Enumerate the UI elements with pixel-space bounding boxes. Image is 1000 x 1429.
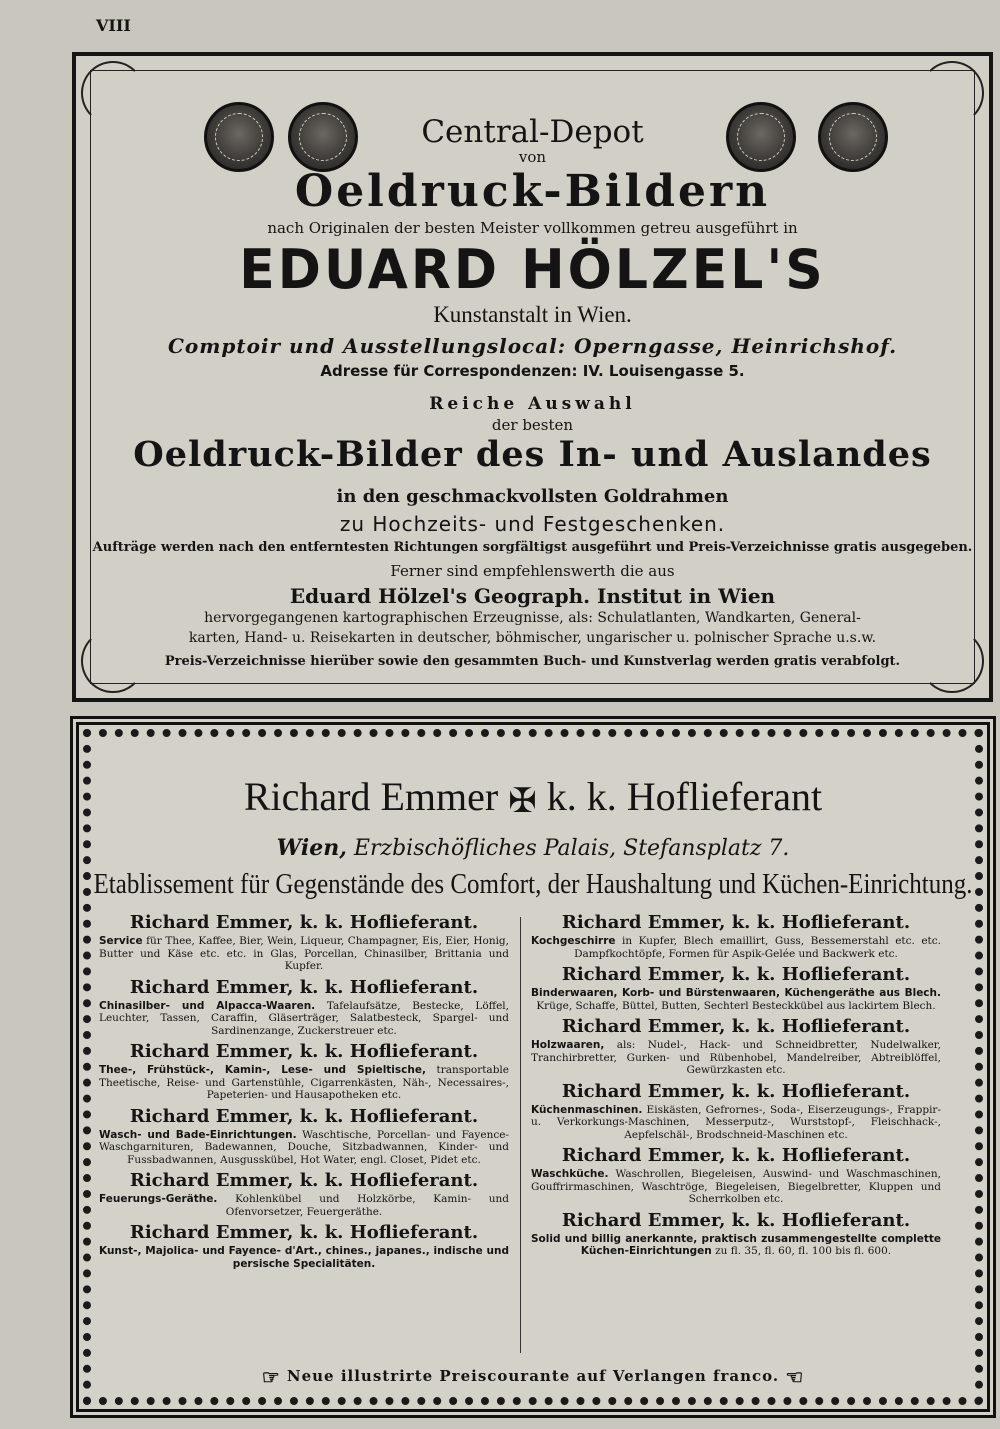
column-divider [520,917,521,1353]
entry-title: Richard Emmer, k. k. Hoflieferant. [129,1170,479,1191]
pointing-hand-right-icon: ☞ [261,1365,281,1389]
left-column [99,911,509,1273]
entry-text [99,1245,509,1270]
entry-text [99,935,509,973]
list-item [531,911,941,960]
entry-title: Richard Emmer, k. k. Hoflieferant. [561,964,911,985]
entry-title: Richard Emmer, k. k. Hoflieferant. [129,1222,479,1243]
emmer-advertisement [70,716,996,1418]
entry-lead: Kochgeschirre [531,935,616,947]
emmer-title [79,773,987,821]
double-eagle-icon: ✠ [508,782,537,820]
entry-lead: Binderwaaren, Korb- und Bürstenwaaren, Küchengeräthe aus Blech. [531,987,941,999]
entry-text [99,1193,509,1218]
entry-text [99,1064,509,1102]
address-rest: Erzbischöfliches Palais, Stefansplatz 7. [353,836,790,861]
entry-lead: Chinasilber- und Alpacca-Waaren. [99,999,316,1012]
footer-note [79,1365,987,1389]
text-ferner: Ferner sind empfehlenswerth die aus [390,562,675,580]
heading-geograph-institut: Eduard Hölzel's Geograph. Institut in Wien [289,584,776,608]
entry-title: Richard Emmer, k. k. Hoflieferant. [561,912,911,933]
text-goldrahmen: in den geschmackvollsten Goldrahmen [336,486,729,507]
text-comptoir: Comptoir und Ausstellungslocal: Operngasse, Heinrichshof. [167,334,898,358]
list-item [531,1015,941,1077]
entry-body: Waschrollen, Biegeleisen, Auswind- und Waschmaschinen, Gouffrirmaschinen, Waschtröge, Biegeleisen, Biegelbretter, Kluppen und Scherrkolben etc. [531,1168,941,1205]
entry-text [531,935,941,960]
entry-body: zu fl. 35, fl. 60, fl. 100 bis fl. 600. [715,1245,892,1257]
right-column [531,911,941,1261]
entry-lead: Kunst-, Majolica- und Fayence- d'Art., chines., japanes., indische und persische Specialitäten. [99,1245,509,1270]
entry-lead: Waschküche. [531,1168,609,1180]
entry-title: Richard Emmer, k. k. Hoflieferant. [561,1145,911,1166]
list-item [99,911,509,973]
entry-body: Krüge, Schaffe, Büttel, Butten, Sechterl Besteckkübel aus lackirtem Blech. [536,999,936,1012]
list-item [99,976,509,1038]
text-kunstanstalt: Kunstanstalt in Wien. [433,302,632,327]
city: Wien, [276,835,347,861]
entry-title: Richard Emmer, k. k. Hoflieferant. [561,1080,911,1102]
heading-central-depot: Central-Depot [421,114,644,150]
entry-lead: Küchenmaschinen. [531,1103,643,1116]
heading-oeldruck-bilder: Oeldruck-Bilder des In- und Auslandes [133,434,932,475]
hoelzel-advertisement [72,52,993,702]
entry-lead: Solid und billig anerkannte, praktisch zusammengestellte complette Küchen-Einrichtungen [531,1232,941,1257]
entry-body: Eiskästen, Gefrornes-, Soda-, Eiserzeugungs-, Frappir- u. Verkorkungs-Maschinen, Messerputz-, Wurststopf-, Fleischhack-, Aepfelschäl-, Brodschneid-Maschinen etc. [531,1103,941,1141]
entry-title: Richard Emmer, k. k. Hoflieferant. [561,1209,911,1231]
entry-lead: Wasch- und Bade-Einrichtungen. [99,1128,297,1141]
text-address: Adresse für Correspondenzen: IV. Louisengasse 5. [320,362,745,380]
text-der-besten: der besten [491,416,574,434]
text-sprachen: karten, Hand- u. Reisekarten in deutscher, böhmischer, ungarischer u. polnischer Sprache u.s.w. [188,630,877,646]
text-auftraege: Aufträge werden nach den entferntesten Richtungen sorgfältigst ausgeführt und Preis-Verzeichnisse gratis ausgegeben. [92,540,973,555]
entry-body: Waschtische, Porcellan- und Fayence-Waschgarnituren, Badewannen, Douche, Sitzbadwannen, Kinder- und Fussbadwannen, Ausgusskübel, Hot Water, engl. Closet, Pidet etc. [99,1128,509,1166]
entry-lead: Holzwaaren, [531,1039,605,1051]
emmer-address [79,835,987,861]
list-item [531,1144,941,1206]
list-item [99,1105,509,1167]
entry-title: Richard Emmer, k. k. Hoflieferant. [129,912,479,933]
entry-text [531,1168,941,1206]
text-von: von [518,148,547,166]
list-item [99,1169,509,1218]
page-number: VIII [96,16,131,35]
footer-text: Neue illustrirte Preiscourante auf Verlangen franco. [286,1367,780,1385]
entry-lead: Service [99,935,143,947]
entry-text [531,1233,941,1258]
entry-title: Richard Emmer, k. k. Hoflieferant. [129,1105,479,1127]
list-item [531,1080,941,1142]
entry-body: Tafelaufsätze, Bestecke, Löffel, Leuchter, Tassen, Caraffin, Gläserträger, Salatbesteck, Spargel- und Sardinenzange, Zuckerstreuer etc. [99,999,510,1037]
entry-text [99,1129,509,1167]
heading-hoelzel: EDUARD HÖLZEL'S [239,238,826,302]
text-originals: nach Originalen der besten Meister vollkommen getreu ausgeführt in [267,219,798,237]
entry-text [531,1039,941,1077]
entry-text [531,1104,941,1142]
title-left: Richard Emmer [243,774,499,819]
entry-title: Richard Emmer, k. k. Hoflieferant. [129,976,479,998]
text-reiche-auswahl: Reiche Auswahl [429,394,636,414]
entry-body: Kohlenkübel und Holzkörbe, Kamin- und Ofenvorsetzer, Feuergeräthe. [225,1193,509,1218]
entry-body: als: Nudel-, Hack- und Schneidbretter, Nudelwalker, Tranchirbretter, Gurken- und Rübenhobel, Mandelreiber, Abtreiblöffel, Gewürzkasten etc. [531,1039,942,1076]
entry-text [99,1000,509,1038]
pointing-hand-left-icon: ☜ [785,1365,805,1389]
emmer-tagline: Etablissement für Gegenstände des Comfort, der Haushaltung und Küchen-Einrichtung. [93,868,973,900]
list-item [99,1040,509,1102]
entry-title: Richard Emmer, k. k. Hoflieferant. [561,1016,911,1037]
text-hochzeits: zu Hochzeits- und Festgeschenken. [339,512,726,536]
text-erzeugnisse: hervorgegangenen kartographischen Erzeugnisse, als: Schulatlanten, Wandkarten, General- [204,610,861,626]
entry-lead: Thee-, Frühstück-, Kamin-, Lese- und Spieltische, [99,1064,426,1076]
list-item [99,1221,509,1270]
heading-oeldruck: Oeldruck-Bildern [294,166,771,217]
entry-body: für Thee, Kaffee, Bier, Wein, Liqueur, Champagner, Eis, Eier, Honig, Butter und Käse etc. etc. in Glas, Porcellan, Chinasilber, Brittania und Kupfer. [99,935,509,972]
entry-title: Richard Emmer, k. k. Hoflieferant. [129,1041,479,1062]
list-item [531,963,941,1012]
entry-body: in Kupfer, Blech emaillirt, Guss, Bessemerstahl etc. etc. Dampfkochtöpfe, Formen für Aspik-Gelée und Backwerk etc. [574,935,941,960]
title-right: k. k. Hoflieferant [546,774,823,819]
entry-lead: Feuerungs-Geräthe. [99,1193,218,1205]
entry-text [531,987,941,1012]
list-item [531,1209,941,1258]
text-preis-verzeichnisse: Preis-Verzeichnisse hierüber sowie den gesammten Buch- und Kunstverlag werden gratis verabfolgt. [164,654,901,669]
entry-body: transportable Theetische, Reise- und Gartenstühle, Cigarrenkästen, Näh-, Necessaires-, Papeterien- und Hausapotheken etc. [99,1064,509,1101]
